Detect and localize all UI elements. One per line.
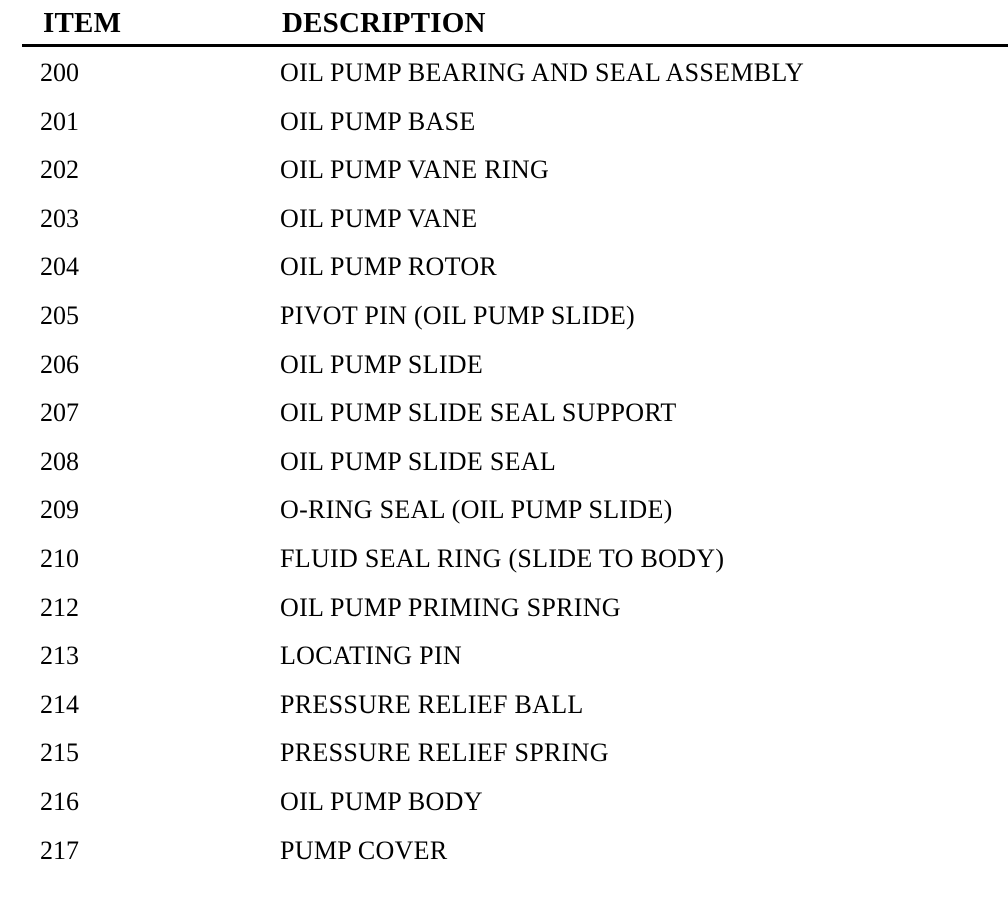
item-number: 209 bbox=[40, 495, 79, 525]
item-description: OIL PUMP ROTOR bbox=[280, 252, 498, 282]
item-number: 215 bbox=[40, 738, 79, 768]
table-row bbox=[0, 349, 1008, 398]
item-number: 217 bbox=[40, 835, 79, 865]
table-row bbox=[0, 57, 1008, 106]
item-number: 206 bbox=[40, 349, 79, 379]
item-number: 202 bbox=[40, 155, 79, 185]
table-row bbox=[0, 689, 1008, 738]
item-description: OIL PUMP SLIDE bbox=[280, 349, 484, 379]
item-description: OIL PUMP BEARING AND SEAL ASSEMBLY bbox=[280, 58, 805, 87]
item-description: FLUID SEAL RING (SLIDE TO BODY) bbox=[280, 543, 725, 573]
item-description: PRESSURE RELIEF BALL bbox=[280, 689, 584, 719]
item-description: OIL PUMP VANE RING bbox=[280, 155, 550, 185]
item-number: 205 bbox=[40, 300, 79, 330]
table-row bbox=[0, 640, 1008, 689]
item-number: 216 bbox=[40, 786, 79, 816]
item-number: 201 bbox=[40, 106, 79, 136]
item-description: OIL PUMP BODY bbox=[280, 786, 483, 816]
table-row bbox=[0, 737, 1008, 786]
item-description: OIL PUMP SLIDE SEAL SUPPORT bbox=[280, 398, 677, 428]
item-description: LOCATING PIN bbox=[280, 641, 462, 671]
column-header-description: DESCRIPTION bbox=[282, 7, 486, 39]
item-number: 203 bbox=[40, 203, 79, 233]
item-number: 210 bbox=[40, 543, 79, 573]
table-row bbox=[0, 786, 1008, 835]
item-description: OIL PUMP SLIDE SEAL bbox=[280, 446, 557, 476]
header-divider bbox=[22, 44, 1008, 47]
table-row bbox=[0, 835, 1008, 884]
table-body bbox=[0, 57, 1008, 883]
item-number: 204 bbox=[40, 252, 79, 282]
item-description: O-RING SEAL (OIL PUMP SLIDE) bbox=[280, 495, 673, 525]
table-header bbox=[0, 4, 1008, 42]
item-number: 213 bbox=[40, 641, 79, 671]
item-number: 207 bbox=[40, 398, 79, 428]
table-row bbox=[0, 251, 1008, 300]
table-row bbox=[0, 397, 1008, 446]
item-description: PRESSURE RELIEF SPRING bbox=[280, 738, 609, 768]
item-number: 200 bbox=[40, 58, 79, 87]
item-description: OIL PUMP BASE bbox=[280, 106, 476, 136]
item-description: PUMP COVER bbox=[280, 835, 448, 865]
table-row bbox=[0, 494, 1008, 543]
table-row bbox=[0, 446, 1008, 495]
item-description: PIVOT PIN (OIL PUMP SLIDE) bbox=[280, 300, 635, 330]
table-row bbox=[0, 154, 1008, 203]
table-row bbox=[0, 203, 1008, 252]
table-row bbox=[0, 543, 1008, 592]
item-number: 212 bbox=[40, 592, 79, 622]
column-header-item: ITEM bbox=[43, 7, 122, 39]
item-number: 214 bbox=[40, 689, 79, 719]
item-number: 208 bbox=[40, 446, 79, 476]
table-row bbox=[0, 300, 1008, 349]
item-description: OIL PUMP PRIMING SPRING bbox=[280, 592, 621, 622]
table-row bbox=[0, 592, 1008, 641]
table-row bbox=[0, 106, 1008, 155]
item-description: OIL PUMP VANE bbox=[280, 203, 478, 233]
